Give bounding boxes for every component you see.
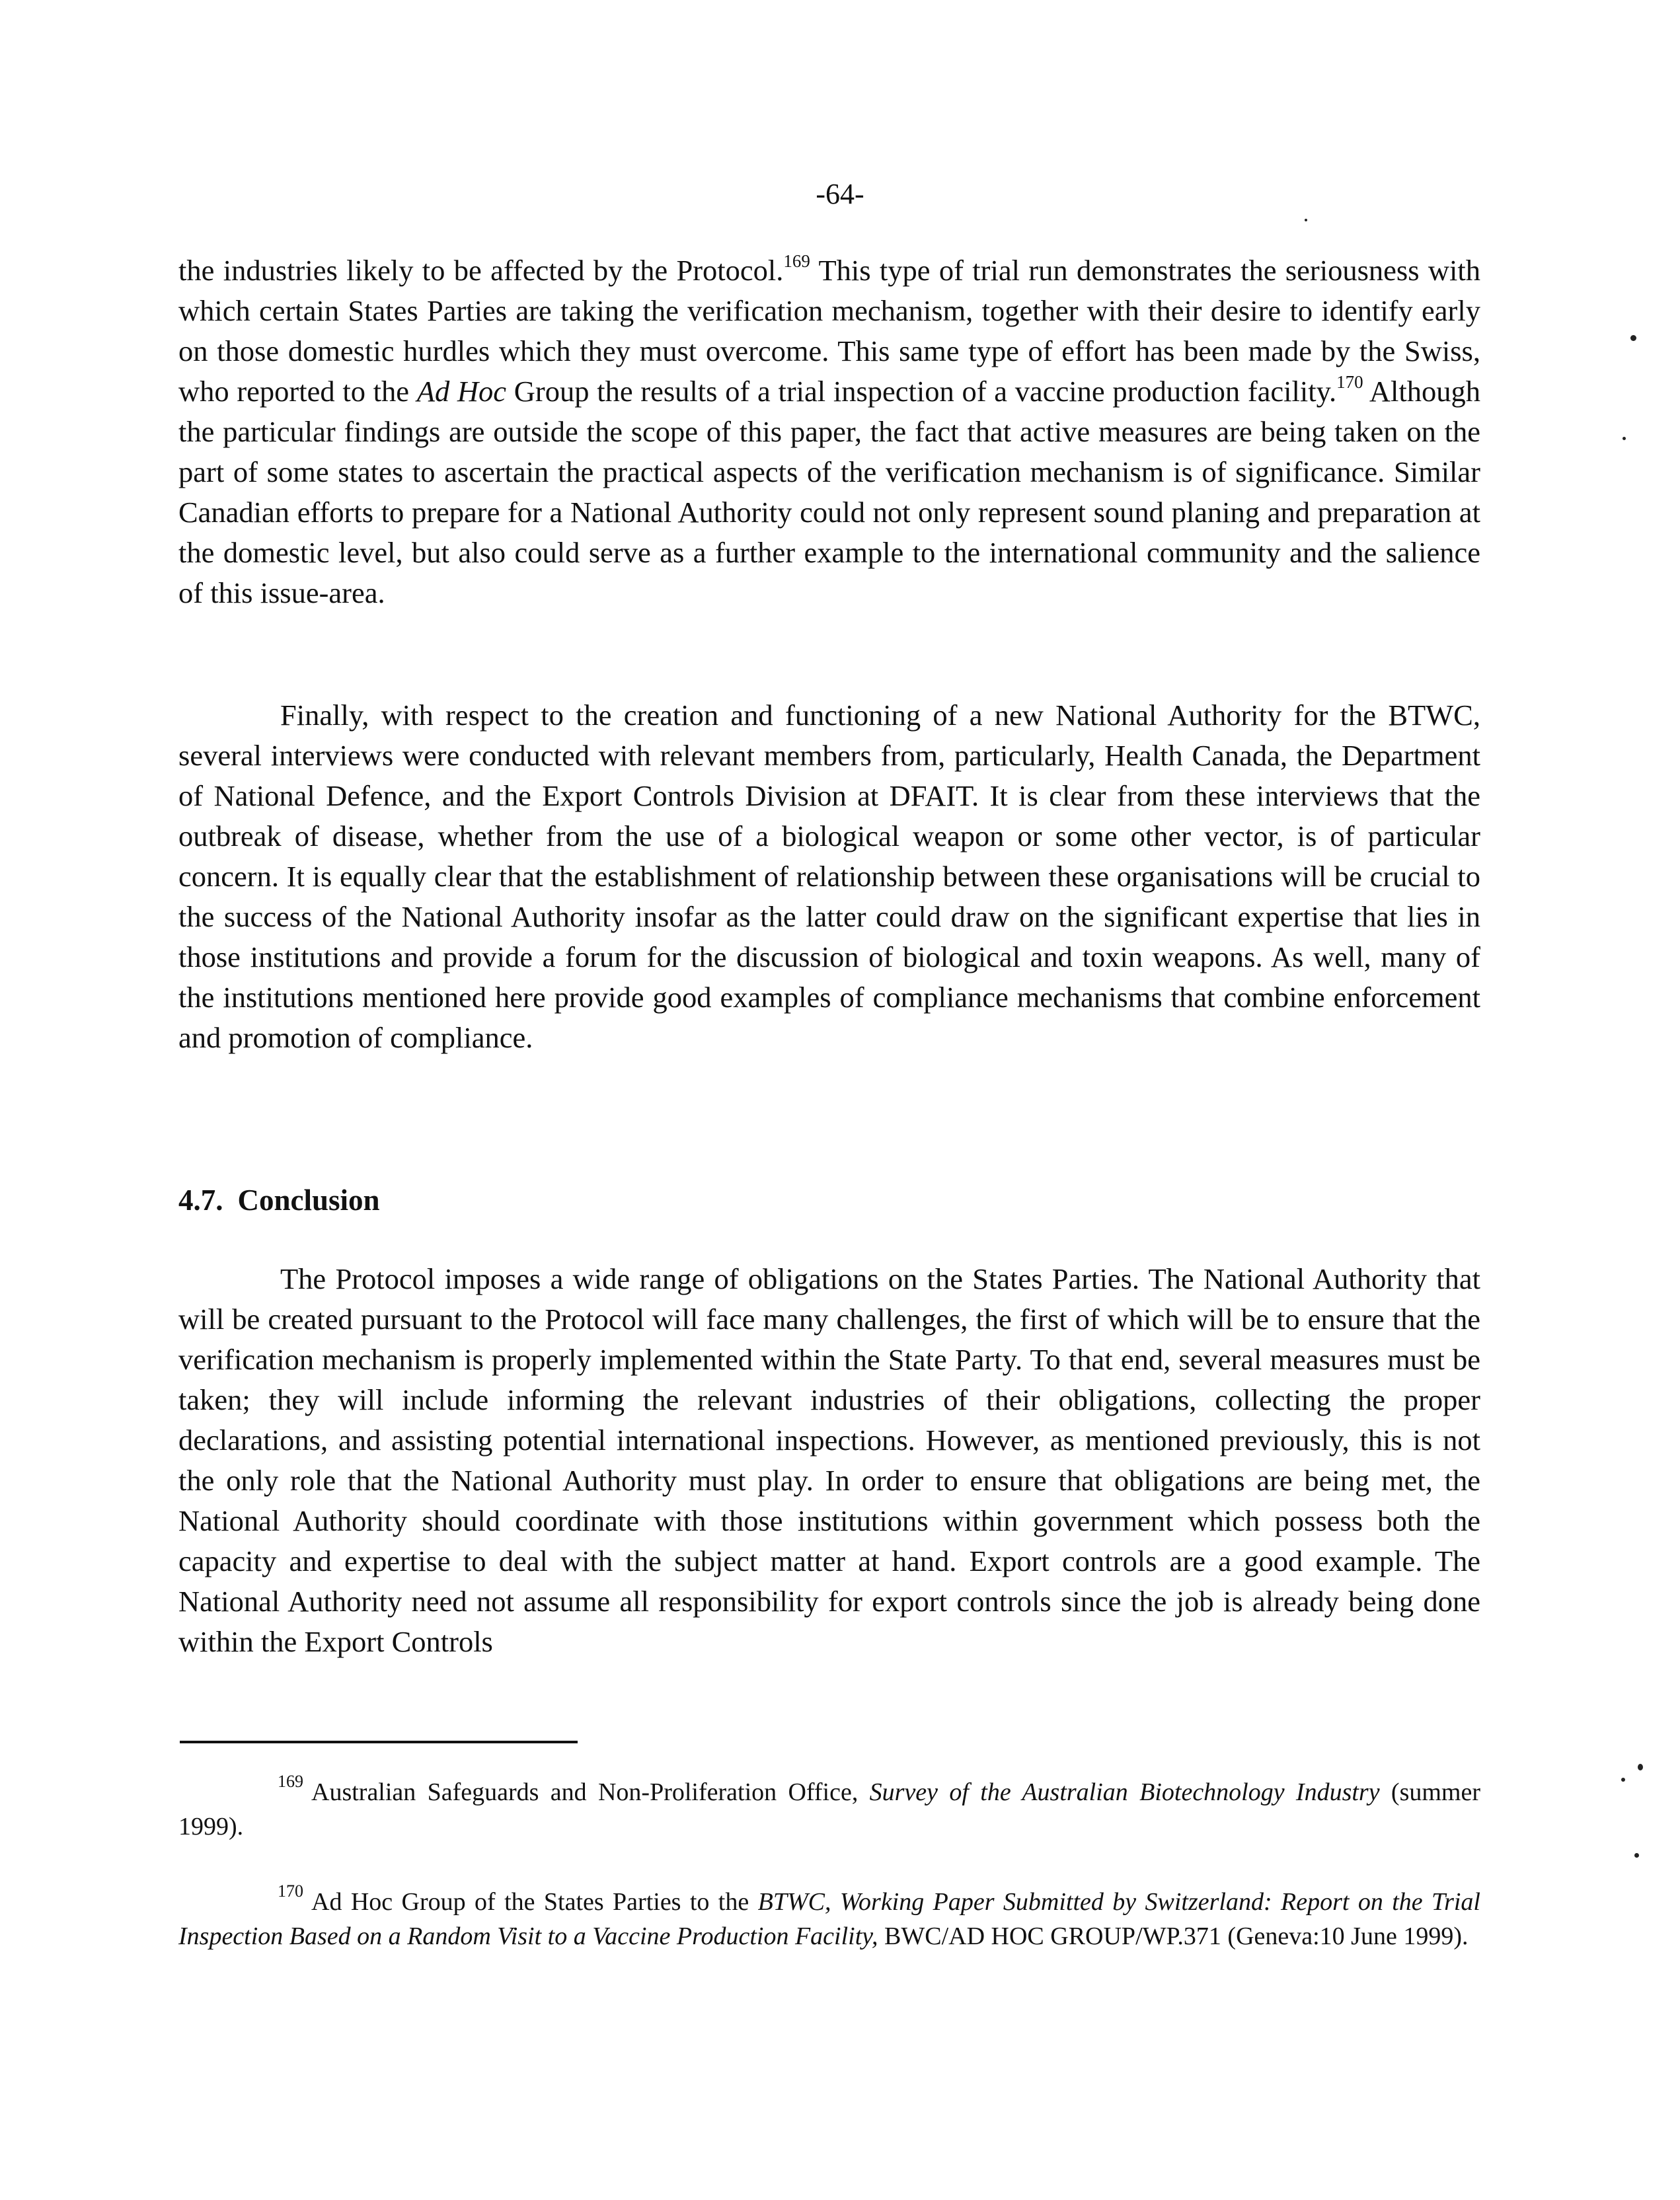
section-number: 4.7. [178,1184,223,1217]
page-number: -64- [816,178,864,210]
scan-speck [1634,1853,1639,1858]
scan-speck [1638,1764,1643,1770]
scan-speck [1621,1778,1625,1782]
section-title: Conclusion [237,1184,380,1217]
footnote-separator [180,1741,578,1743]
footnote-169: $^{169}$ Australian Safeguards and Non-Proliferation Office, Survey of the Australian Biotechnology Industry (summer 1999). [178,1772,1481,1840]
footnote-ref: 170 [1336,372,1363,393]
scan-speck [1305,219,1307,221]
footnote-ref: 169 [278,1772,303,1792]
scan-speck [1623,437,1626,440]
italic-text: BTWC, Working Paper Submitted by Switzerland: Report on the Trial Inspection Based on a Random Visit to a Vaccine Production Facility, [178,1888,1480,1950]
body-paragraph: Finally, with respect to the creation and functioning of a new National Authority for the BTWC, several interviews were conducted with relevant members from, particularly, Health Canada, the Department of National Defence, and the Export Controls Division at DFAIT. It is clear from these interviews that the outbreak of disease, whether from the use of a biological weapon or some other vector, is of particular concern. It is equally clear that the establishment of relationship between these organisations will be crucial to the success of the National Authority insofar as the latter could draw on the significant expertise that lies in those institutions and provide a forum for the discussion of biological and toxin weapons. As well, many of the institutions mentioned here provide good examples of compliance mechanisms that combine enforcement and promotion of compliance. [178,699,1480,1054]
footnote-ref: 169 [783,251,810,272]
italic-text: Survey of the Australian Biotechnology Industry [869,1778,1380,1806]
italic-text: Ad Hoc [416,375,507,408]
section-heading [178,1180,380,1221]
footnote-170: $^{170}$ Ad Hoc Group of the States Parties to the BTWC, Working Paper Submitted by Switzerland: Report on the Trial Inspection Based on a Random Visit to a Vaccine Production Facility, BWC/AD HOC GROUP/WP.371 (Geneva:10 June 1999). [178,1881,1480,1950]
conclusion-paragraph: The Protocol imposes a wide range of obligations on the States Parties. The National Authority that will be created pursuant to the Protocol will face many challenges, the first of which will be to ensure that the verification mechanism is properly implemented within the State Party. To that end, several measures must be taken; they will include informing the relevant industries of their obligations, collecting the proper declarations, and assisting potential international inspections. However, as mentioned previously, this is not the only role that the National Authority must play. In order to ensure that obligations are being met, the National Authority should coordinate with those institutions within government which possess both the capacity and expertise to deal with the subject matter at hand. Export controls are a good example. The National Authority need not assume all responsibility for export controls since the job is already being done within the Export Controls [178,1262,1480,1658]
body-paragraph: the industries likely to be affected by the Protocol.$^{169}$ This type of trial run demonstrates the seriousness with which certain States Parties are taking the verification mechanism, together with their desire to identify early on those domestic hurdles which they must overcome. This same type of effort has been made by the Swiss, who reported to the Ad Hoc Group the results of a trial inspection of a vaccine production facility.$^{170}$ Although the particular findings are outside the scope of this paper, the fact that active measures are being taken on the part of some states to ascertain the practical aspects of the verification mechanism is of significance. Similar Canadian efforts to prepare for a National Authority could not only represent sound planing and preparation at the domestic level, but also could serve as a further example to the international community and the salience of this issue-area. [178,251,1480,609]
footnote-ref: 170 [278,1881,303,1901]
scan-speck [1630,335,1636,341]
